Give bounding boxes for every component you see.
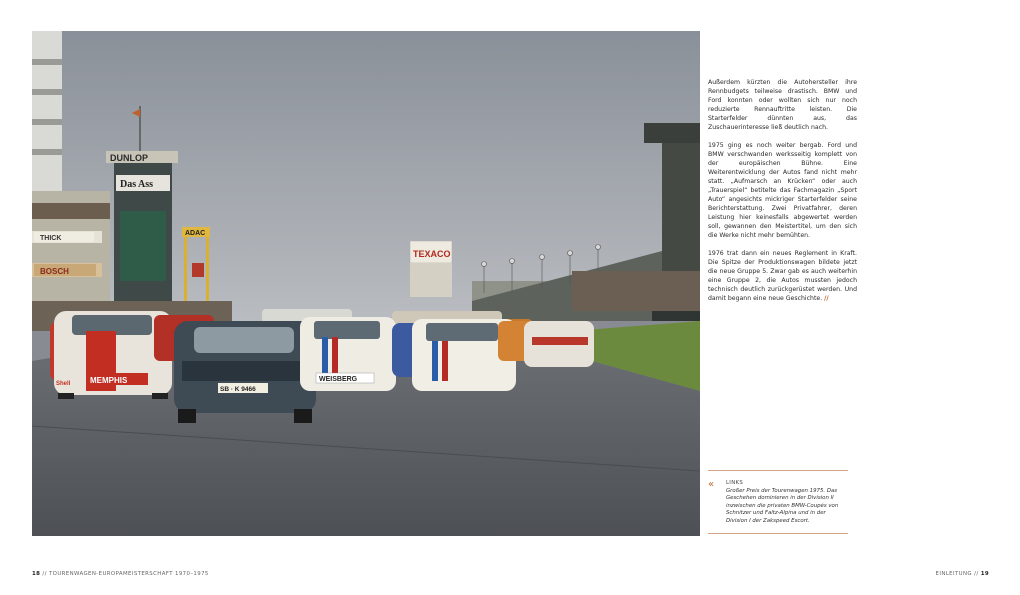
svg-text:Shell: Shell bbox=[56, 381, 71, 387]
car-mercedes bbox=[174, 321, 316, 423]
svg-text:DUNLOP: DUNLOP bbox=[110, 153, 148, 163]
car-weisberg bbox=[300, 317, 396, 391]
chapter-title-right: EINLEITUNG bbox=[935, 571, 973, 577]
caption-heading: LINKS bbox=[726, 480, 744, 486]
svg-text:BOSCH: BOSCH bbox=[40, 267, 69, 276]
caption-text: Großer Preis der Tourenwagen 1975. Das Geschehen dominieren in der Division II inzwischen die privaten BMW-Coupés von Schnitzer und Faltz-Alpina und in der Division I der Zakspeed Escort. bbox=[726, 487, 839, 524]
texaco-sign bbox=[410, 241, 452, 297]
body-paragraph-2: 1975 ging es noch weiter bergab. Ford und BMW verschwanden werksseitig komplett von der europäischen Bühne. Eine Weiterentwicklung der Autos fand nicht mehr statt. „Aufmarsch an Krücken“ oder auch „Trauerspiel“ betitelte das Fachmagazin „Sport Auto“ angesichts mickriger Starterfelder seine Berichterstattung. Zwei Privatfahrer, deren Leistung hier keinesfalls abgewertet werden soll, gewannen den Meistertitel, um den sich die Werke nicht mehr bemühten. bbox=[708, 142, 857, 239]
footer-left bbox=[32, 571, 209, 577]
body-text-column bbox=[708, 78, 857, 312]
bosch-sign bbox=[34, 264, 96, 276]
footer-left-separator: // bbox=[40, 571, 49, 577]
chapter-title-left: TOURENWAGEN-EUROPAMEISTERSCHAFT 1970–1975 bbox=[48, 571, 209, 577]
body-paragraph-3-text: 1976 trat dann ein neues Reglement in Kraft. Die Spitze der Produktionswagen bildete jetzt die neue Gruppe 5. Zwar gab es auch weiterhin eine Gruppe 2, die Autos mussten jedoch technisch deutlich zurückgerüstet werden. Und damit begann eine neue Geschichte. bbox=[708, 250, 857, 302]
page-number-right: 19 bbox=[980, 571, 989, 577]
caption-text-block bbox=[726, 480, 848, 526]
race-photo bbox=[32, 31, 700, 536]
svg-text:MEMPHIS: MEMPHIS bbox=[90, 376, 128, 385]
thick-sign bbox=[34, 232, 94, 242]
body-paragraph-1: Außerdem kürzten die Autohersteller ihre Rennbudgets teilweise drastisch. BMW und Ford konnten oder wollten sich nur noch reduzierte Rennauftritte leisten. Die Starterfelder dünnten aus, das Zuschauerinteresse ließ deutlich nach. bbox=[708, 79, 857, 131]
car-memphis bbox=[50, 311, 172, 399]
body-paragraph-3 bbox=[708, 249, 857, 303]
caption-rule-bottom bbox=[708, 533, 848, 534]
caption-body bbox=[708, 471, 848, 533]
footer-right-separator: // bbox=[972, 571, 981, 577]
page-number-left: 18 bbox=[32, 571, 41, 577]
svg-text:ADAC: ADAC bbox=[185, 230, 206, 237]
chevron-left-icon: « bbox=[708, 479, 715, 490]
svg-text:TEXACO: TEXACO bbox=[413, 249, 451, 259]
photo-caption bbox=[708, 470, 848, 534]
svg-text:THICK: THICK bbox=[40, 235, 62, 242]
footer-right bbox=[936, 571, 989, 577]
svg-text:Das Ass: Das Ass bbox=[120, 179, 154, 190]
svg-text:SB · K 9466: SB · K 9466 bbox=[220, 386, 256, 393]
svg-text:WEISBERG: WEISBERG bbox=[319, 376, 358, 383]
end-mark: // bbox=[824, 295, 829, 302]
